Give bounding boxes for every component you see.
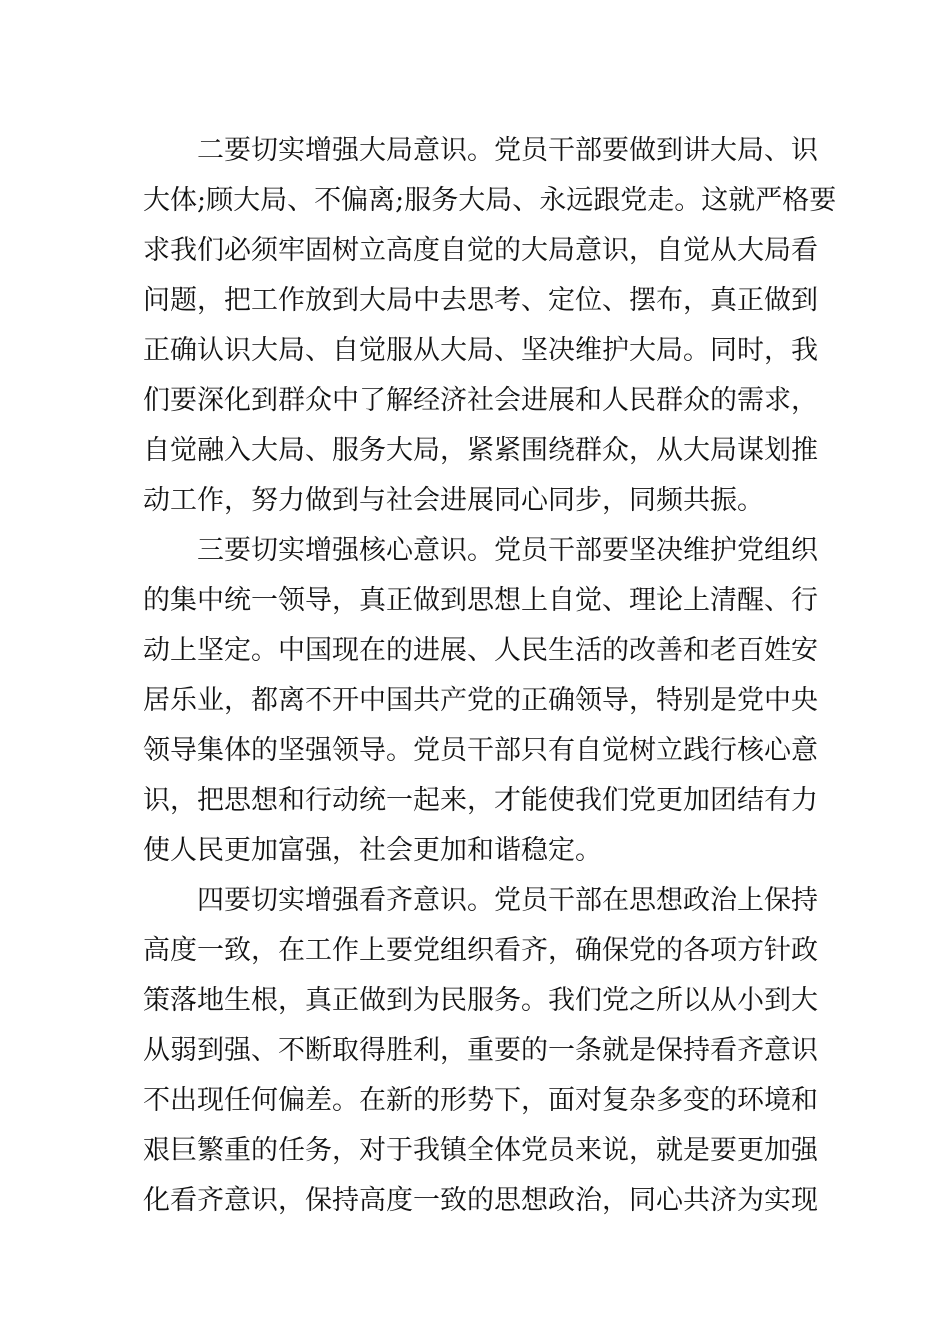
text-line: 高度一致，在工作上要党组织看齐，确保党的各项方针政 bbox=[143, 935, 818, 966]
text-line: 识，把思想和行动统一起来，才能使我们党更加团结有力 bbox=[143, 785, 818, 816]
text-line: 四要切实增强看齐意识。党员干部在思想政治上保持 bbox=[197, 885, 818, 916]
text-line: 不出现任何偏差。在新的形势下，面对复杂多变的环境和 bbox=[143, 1085, 818, 1116]
text-line: 居乐业，都离不开中国共产党的正确领导，特别是党中央 bbox=[143, 685, 818, 716]
text-line: 的集中统一领导，真正做到思想上自觉、理论上清醒、行 bbox=[143, 585, 818, 616]
text-line: 艰巨繁重的任务，对于我镇全体党员来说，就是要更加强 bbox=[143, 1135, 818, 1166]
text-line: 们要深化到群众中了解经济社会进展和人民群众的需求， bbox=[143, 385, 818, 416]
paragraph-alignment-awareness bbox=[143, 876, 818, 1226]
document-body bbox=[143, 126, 837, 1226]
text-line: 领导集体的坚强领导。党员干部只有自觉树立践行核心意 bbox=[143, 735, 818, 766]
text-line: 自觉融入大局、服务大局，紧紧围绕群众，从大局谋划推 bbox=[143, 435, 818, 466]
text-line: 正确认识大局、自觉服从大局、坚决维护大局。同时，我 bbox=[143, 335, 818, 366]
text-line: 策落地生根，真正做到为民服务。我们党之所以从小到大 bbox=[143, 985, 818, 1016]
text-line: 动工作，努力做到与社会进展同心同步，同频共振。 bbox=[143, 485, 764, 516]
text-line: 求我们必须牢固树立高度自觉的大局意识，自觉从大局看 bbox=[143, 235, 818, 266]
text-line: 大体;顾大局、不偏离;服务大局、永远跟党走。这就严格要 bbox=[143, 185, 837, 216]
text-line: 问题，把工作放到大局中去思考、定位、摆布，真正做到 bbox=[143, 285, 818, 316]
paragraph-overall-awareness bbox=[143, 126, 837, 526]
text-line: 二要切实增强大局意识。党员干部要做到讲大局、识 bbox=[197, 135, 818, 166]
text-line: 使人民更加富强，社会更加和谐稳定。 bbox=[143, 835, 602, 866]
text-line: 从弱到强、不断取得胜利，重要的一条就是保持看齐意识 bbox=[143, 1035, 818, 1066]
text-line: 动上坚定。中国现在的进展、人民生活的改善和老百姓安 bbox=[143, 635, 818, 666]
text-line: 三要切实增强核心意识。党员干部要坚决维护党组织 bbox=[197, 535, 818, 566]
paragraph-core-awareness bbox=[143, 526, 818, 876]
text-line: 化看齐意识，保持高度一致的思想政治，同心共济为实现 bbox=[143, 1185, 818, 1216]
